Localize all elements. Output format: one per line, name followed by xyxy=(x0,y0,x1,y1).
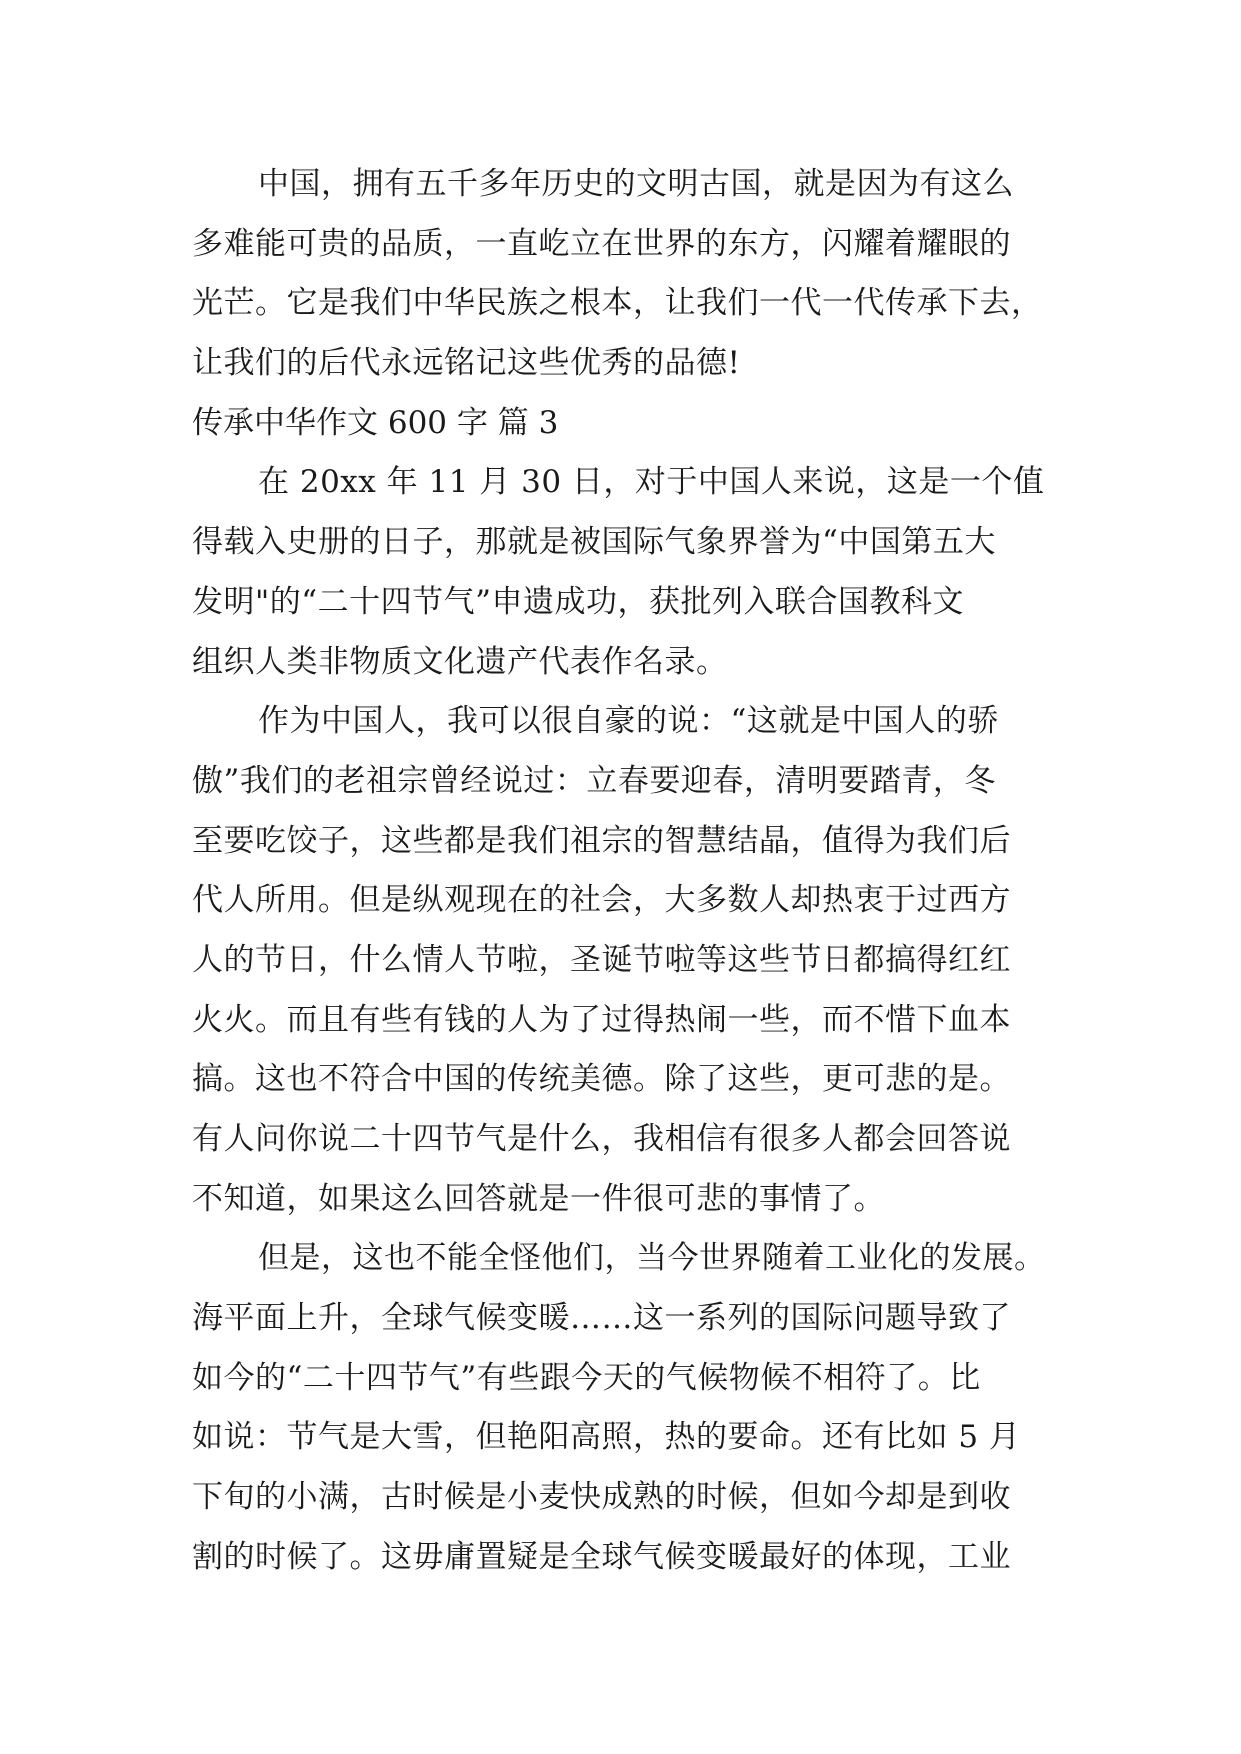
text-line: 多难能可贵的品质，一直屹立在世界的东方，闪耀着耀眼的 xyxy=(192,225,1011,262)
text-line: 海平面上升，全球气候变暖……这一系列的国际问题导致了 xyxy=(192,1300,1011,1337)
text-line: 人的节日，什么情人节啦，圣诞节啦等这些节日都搞得红红 xyxy=(192,941,1011,978)
text-line: 割的时候了。这毋庸置疑是全球气候变暖最好的体现，工业 xyxy=(192,1538,1011,1575)
document-body xyxy=(192,155,1072,1588)
text-line: 发明"的“二十四节气”申遗成功，获批列入联合国教科文 xyxy=(192,583,964,620)
text-line: 光芒。它是我们中华民族之根本，让我们一代一代传承下去， xyxy=(192,285,1043,322)
text-line: 火火。而且有些有钱的人为了过得热闹一些，而不惜下血本 xyxy=(192,1001,1011,1038)
text-line: 中国，拥有五千多年历史的文明古国，就是因为有这么 xyxy=(258,166,1014,202)
text-line: 在 20xx 年 11 月 30 日，对于中国人来说，这是一个值 xyxy=(258,464,1045,501)
text-line: 代人所用。但是纵观现在的社会，大多数人却热衷于过西方 xyxy=(192,882,1011,919)
text-line: 至要吃饺子，这些都是我们祖宗的智慧结晶，值得为我们后 xyxy=(192,822,1011,859)
text-line: 得载入史册的日子，那就是被国际气象界誉为“中国第五大 xyxy=(192,524,996,561)
text-line: 有人问你说二十四节气是什么，我相信有很多人都会回答说 xyxy=(192,1121,1011,1157)
text-line: 组织人类非物质文化遗产代表作名录。 xyxy=(192,643,728,680)
text-line: 下旬的小满，古时候是小麦快成熟的时候，但如今却是到收 xyxy=(192,1479,1011,1516)
text-line: 傲”我们的老祖宗曾经说过：立春要迎春，清明要踏青，冬 xyxy=(192,762,996,799)
section-heading: 传承中华作文 600 字 篇 3 xyxy=(192,404,559,441)
text-line: 让我们的后代永远铭记这些优秀的品德! xyxy=(192,345,741,382)
text-line: 不知道，如果这么回答就是一件很可悲的事情了。 xyxy=(192,1180,885,1217)
text-line: 搞。这也不符合中国的传统美德。除了这些，更可悲的是。 xyxy=(192,1061,1011,1098)
text-line: 如今的“二十四节气”有些跟今天的气候物候不相符了。比 xyxy=(192,1359,981,1396)
text-line: 如说：节气是大雪，但艳阳高照，热的要命。还有比如 5 月 xyxy=(192,1419,1021,1456)
text-line: 但是，这也不能全怪他们，当今世界随着工业化的发展。 xyxy=(258,1240,1046,1277)
text-line: 作为中国人，我可以很自豪的说：“这就是中国人的骄 xyxy=(258,703,999,740)
